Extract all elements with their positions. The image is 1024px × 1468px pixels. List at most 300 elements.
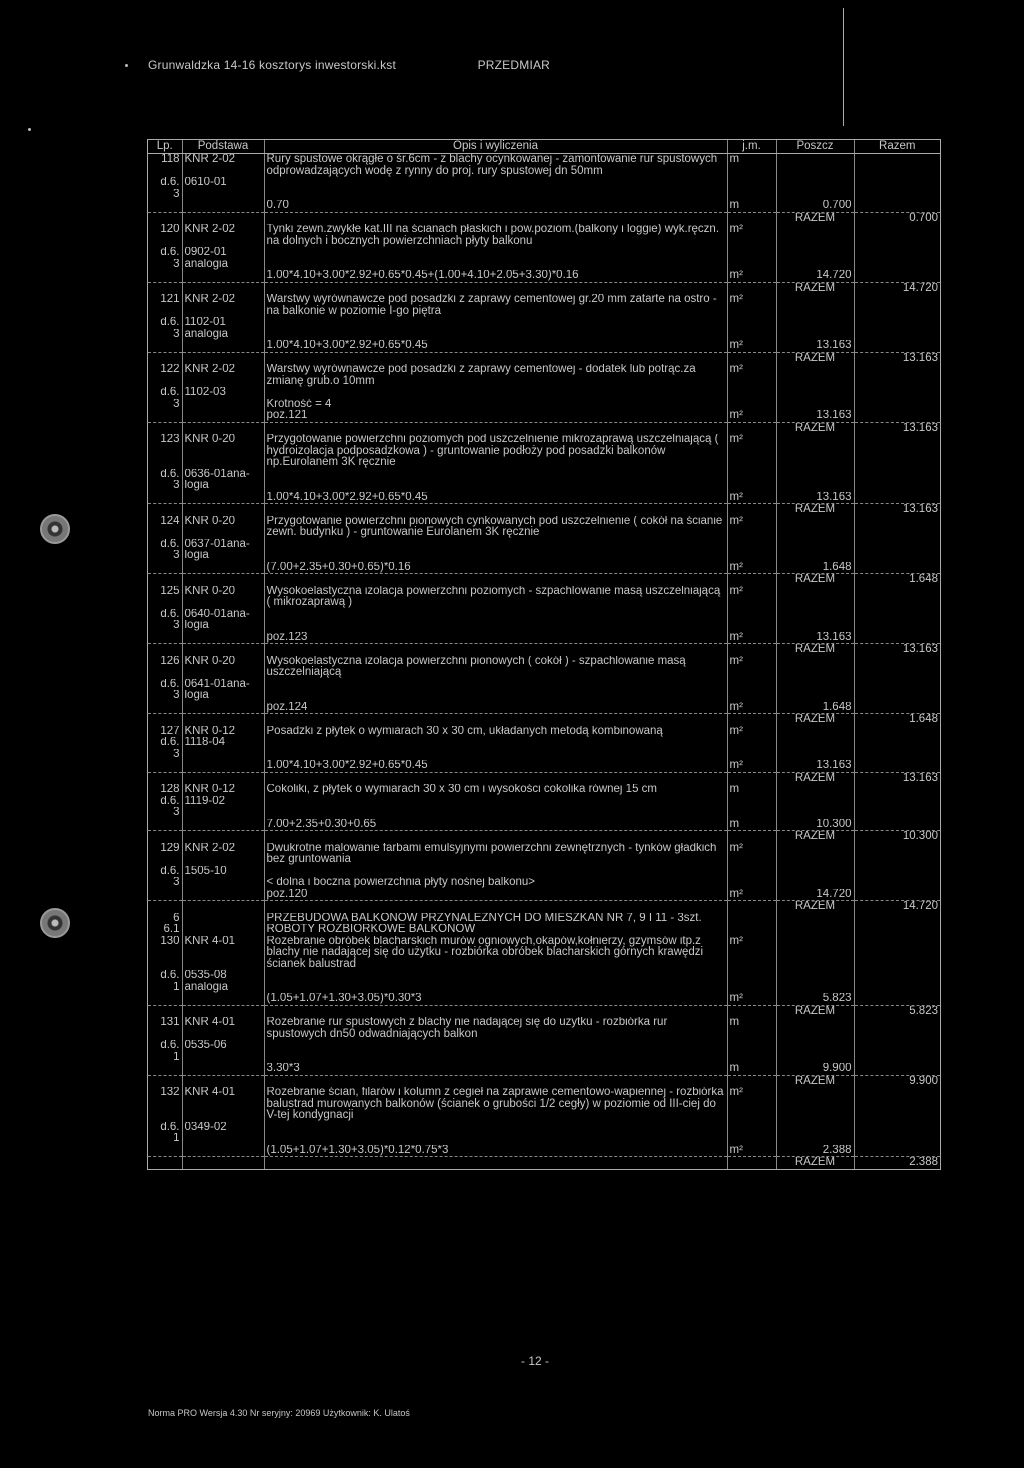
- item-number: 131: [148, 1017, 182, 1040]
- total-spacer: [182, 1075, 264, 1087]
- calc-formula: 1.00*4.10+3.00*2.92+0.65*0.45: [264, 492, 727, 504]
- item-total: [854, 154, 940, 178]
- total-spacer: [182, 1005, 264, 1017]
- item-basis-note: logia: [182, 550, 264, 562]
- calc-value: 13.163: [776, 410, 854, 422]
- calc-spacer: [854, 889, 940, 901]
- item-basis-catalog: KNR 0-12: [182, 726, 264, 738]
- item-number: 118: [148, 154, 182, 178]
- item-spacer: [854, 737, 940, 749]
- calc-spacer: [854, 492, 940, 504]
- calc-spacer: [854, 410, 940, 422]
- total-spacer: [264, 1075, 727, 1087]
- column-header-lp: Lp.: [148, 140, 182, 154]
- calc-spacer: [854, 562, 940, 574]
- item-basis-position: 0610-01: [182, 177, 264, 189]
- item-spacer: [727, 1052, 776, 1064]
- total-label: RAZEM: [776, 1157, 854, 1169]
- item-total: [854, 726, 940, 738]
- item-spacer: [727, 749, 776, 761]
- item-spacer: [854, 387, 940, 399]
- item-chapter: d.6.: [148, 247, 182, 259]
- calc-spacer: [148, 702, 182, 714]
- item-extra: [264, 480, 727, 492]
- total-spacer: [727, 504, 776, 516]
- item-number: 123: [148, 434, 182, 469]
- item-chapter: d.6.: [148, 1040, 182, 1052]
- section-row: [148, 913, 940, 925]
- table-row-basis: [148, 1122, 940, 1134]
- item-extra: < dolna i boczna powierzchnia płyty nośnej balkonu>: [264, 877, 727, 889]
- calc-formula: (1.05+1.07+1.30+3.05)*0.12*0.75*3: [264, 1145, 727, 1157]
- item-number: 124: [148, 516, 182, 539]
- calc-formula: 0.70: [264, 200, 727, 212]
- section-unit: [727, 924, 776, 936]
- item-number: 125: [148, 586, 182, 609]
- column-header-total: Razem: [854, 140, 940, 154]
- item-quantity: 3: [148, 259, 182, 271]
- item-basis-note: analogia: [182, 259, 264, 271]
- table-row: [148, 936, 940, 971]
- item-basis-catalog: KNR 2-02: [182, 224, 264, 247]
- calc-row: [148, 200, 940, 212]
- item-total: [854, 224, 940, 247]
- total-row: [148, 1005, 940, 1017]
- item-spacer: [264, 970, 727, 982]
- item-total: [854, 294, 940, 317]
- item-spacer: [727, 469, 776, 481]
- table-row-basis: [148, 399, 940, 411]
- item-extra: [264, 749, 727, 761]
- item-basis-note: logia: [182, 620, 264, 632]
- calc-spacer: [182, 270, 264, 282]
- total-label: RAZEM: [776, 714, 854, 726]
- total-spacer: [264, 1005, 727, 1017]
- item-spacer: [854, 247, 940, 259]
- item-partial: [776, 726, 854, 738]
- total-spacer: [264, 1157, 727, 1169]
- item-quantity: 3: [148, 399, 182, 411]
- calc-spacer: [182, 1063, 264, 1075]
- item-basis-note: [182, 1052, 264, 1064]
- item-extra: [264, 1133, 727, 1145]
- total-label: RAZEM: [776, 901, 854, 913]
- calc-spacer: [854, 1063, 940, 1075]
- item-partial: [776, 843, 854, 866]
- item-spacer: [854, 1133, 940, 1145]
- estimate-sheet: [147, 139, 941, 1170]
- calc-value: 1.648: [776, 562, 854, 574]
- total-spacer: [148, 1157, 182, 1169]
- total-spacer: [148, 831, 182, 843]
- total-spacer: [148, 574, 182, 586]
- total-row: [148, 714, 940, 726]
- total-spacer: [182, 504, 264, 516]
- calc-row: [148, 562, 940, 574]
- item-basis-position: 1119-02: [182, 796, 264, 808]
- total-spacer: [264, 574, 727, 586]
- total-spacer: [264, 644, 727, 656]
- calc-formula: 1.00*4.10+3.00*2.92+0.65*0.45: [264, 760, 727, 772]
- total-label: RAZEM: [776, 212, 854, 224]
- calc-value: 10.300: [776, 819, 854, 831]
- item-quantity: 3: [148, 749, 182, 761]
- calc-formula: 7.00+2.35+0.30+0.65: [264, 819, 727, 831]
- item-unit: m²: [727, 516, 776, 539]
- total-label: RAZEM: [776, 772, 854, 784]
- item-basis-position: 0902-01: [182, 247, 264, 259]
- hole-punch-icon: [40, 908, 70, 938]
- item-basis-catalog: KNR 4-01: [182, 936, 264, 971]
- table-row: [148, 784, 940, 796]
- item-spacer: [727, 247, 776, 259]
- calc-spacer: [854, 340, 940, 352]
- item-partial: [776, 516, 854, 539]
- total-value: 2.388: [854, 1157, 940, 1169]
- table-row: [148, 224, 940, 247]
- total-spacer: [182, 644, 264, 656]
- total-spacer: [182, 282, 264, 294]
- item-total: [854, 656, 940, 679]
- section-number: 6.1: [148, 924, 182, 936]
- item-quantity: 3: [148, 550, 182, 562]
- item-chapter: d.6.: [148, 970, 182, 982]
- item-unit: m²: [727, 294, 776, 317]
- total-label: RAZEM: [776, 504, 854, 516]
- section-title: PRZEBUDOWA BALKONÓW PRZYNALEŻNYCH DO MIESZKAN NR 7, 9 I 11 - 3szt.: [264, 913, 727, 925]
- item-unit: m²: [727, 586, 776, 609]
- item-spacer: [727, 177, 776, 189]
- calc-value: 13.163: [776, 632, 854, 644]
- calc-row: [148, 760, 940, 772]
- calc-unit: m²: [727, 632, 776, 644]
- total-row: [148, 1075, 940, 1087]
- calc-spacer: [182, 1145, 264, 1157]
- item-total: [854, 586, 940, 609]
- total-row: [148, 831, 940, 843]
- item-spacer: [776, 259, 854, 271]
- item-basis-catalog: KNR 2-02: [182, 843, 264, 866]
- item-basis-position: 0535-06: [182, 1040, 264, 1052]
- item-total: [854, 516, 940, 539]
- estimate-table: [148, 140, 940, 1169]
- total-label: RAZEM: [776, 574, 854, 586]
- calc-spacer: [182, 993, 264, 1005]
- item-chapter: d.6.: [148, 387, 182, 399]
- item-spacer: [264, 1122, 727, 1134]
- table-row: [148, 154, 940, 178]
- item-partial: [776, 656, 854, 679]
- item-basis-catalog: KNR 0-20: [182, 586, 264, 609]
- item-basis-catalog: KNR 2-02: [182, 294, 264, 317]
- item-spacer: [854, 982, 940, 994]
- total-row: [148, 352, 940, 364]
- total-value: 13.163: [854, 772, 940, 784]
- total-spacer: [727, 644, 776, 656]
- table-row-basis: [148, 970, 940, 982]
- total-value: 9.900: [854, 1075, 940, 1087]
- calc-spacer: [148, 410, 182, 422]
- calc-unit: m²: [727, 760, 776, 772]
- item-basis-note: analogia: [182, 329, 264, 341]
- calc-spacer: [148, 1063, 182, 1075]
- calc-spacer: [854, 270, 940, 282]
- item-unit: m²: [727, 936, 776, 971]
- item-basis-catalog: KNR 0-20: [182, 516, 264, 539]
- table-row: [148, 294, 940, 317]
- item-unit: m²: [727, 656, 776, 679]
- calc-row: [148, 270, 940, 282]
- scan-speck: [28, 128, 31, 131]
- calc-value: 9.900: [776, 1063, 854, 1075]
- calc-spacer: [854, 819, 940, 831]
- total-spacer: [264, 352, 727, 364]
- calc-spacer: [182, 492, 264, 504]
- total-spacer: [182, 831, 264, 843]
- item-spacer: [854, 1040, 940, 1052]
- table-row: [148, 364, 940, 387]
- item-description: Tynki zewn.zwykłe kat.III na ścianach płaskich i pow.poziom.(balkony i loggie) wyk.ręczn. na dolnych i bocznych powierzchniach płyty balkonu: [264, 224, 727, 247]
- total-spacer: [264, 714, 727, 726]
- calc-spacer: [148, 993, 182, 1005]
- item-total: [854, 434, 940, 469]
- item-number: 130: [148, 936, 182, 971]
- calc-row: [148, 1063, 940, 1075]
- item-spacer: [776, 480, 854, 492]
- page-number: - 12 -: [520, 1354, 549, 1368]
- total-spacer: [727, 352, 776, 364]
- item-basis-position: 1102-01: [182, 317, 264, 329]
- item-spacer: [776, 749, 854, 761]
- item-spacer: [776, 1122, 854, 1134]
- calc-unit: m²: [727, 702, 776, 714]
- item-spacer: [776, 550, 854, 562]
- table-row-basis: [148, 1133, 940, 1145]
- table-row-basis: [148, 247, 940, 259]
- table-row: [148, 726, 940, 738]
- total-spacer: [727, 422, 776, 434]
- item-partial: [776, 434, 854, 469]
- table-row-basis: [148, 690, 940, 702]
- item-basis-catalog: KNR 0-20: [182, 434, 264, 469]
- calc-value: 13.163: [776, 760, 854, 772]
- calc-spacer: [182, 819, 264, 831]
- file-name: Grunwaldzka 14-16 kosztorys inwestorski.kst: [148, 58, 397, 72]
- calc-unit: m²: [727, 889, 776, 901]
- item-spacer: [727, 1040, 776, 1052]
- total-spacer: [727, 1075, 776, 1087]
- calc-spacer: [854, 702, 940, 714]
- item-description: Rury spustowe okrągłe o śr.6cm - z blachy ocynkowanej - zamontowanie rur spustowych odprowadzających wodę z rynny do proj. rury spustowej dn 50mm: [264, 154, 727, 178]
- total-label: RAZEM: [776, 352, 854, 364]
- item-spacer: [854, 259, 940, 271]
- item-extra: [264, 1052, 727, 1064]
- item-basis-note: logia: [182, 480, 264, 492]
- item-spacer: [727, 737, 776, 749]
- item-spacer: [854, 469, 940, 481]
- item-spacer: [776, 796, 854, 808]
- item-spacer: [854, 177, 940, 189]
- total-spacer: [264, 831, 727, 843]
- item-spacer: [727, 982, 776, 994]
- table-row-basis: [148, 189, 940, 201]
- item-unit: m²: [727, 434, 776, 469]
- total-spacer: [727, 1005, 776, 1017]
- item-spacer: [854, 796, 940, 808]
- total-value: 13.163: [854, 644, 940, 656]
- calc-value: 14.720: [776, 889, 854, 901]
- calc-spacer: [182, 562, 264, 574]
- total-value: 14.720: [854, 282, 940, 294]
- item-basis-catalog: KNR 0-20: [182, 656, 264, 679]
- calc-spacer: [854, 993, 940, 1005]
- item-number: 132: [148, 1087, 182, 1122]
- total-spacer: [182, 772, 264, 784]
- item-spacer: [776, 690, 854, 702]
- item-total: [854, 364, 940, 387]
- item-extra: [264, 259, 727, 271]
- item-spacer: [727, 807, 776, 819]
- item-chapter: d.6.: [148, 737, 182, 749]
- item-spacer: [727, 796, 776, 808]
- item-spacer: [854, 317, 940, 329]
- calc-spacer: [854, 1145, 940, 1157]
- item-extra: [264, 982, 727, 994]
- item-chapter: d.6.: [148, 609, 182, 621]
- section-basis: [182, 913, 264, 925]
- calc-unit: m²: [727, 993, 776, 1005]
- hole-punch-icon: [40, 514, 70, 544]
- item-spacer: [776, 877, 854, 889]
- total-row: [148, 901, 940, 913]
- table-row-basis: [148, 796, 940, 808]
- calc-spacer: [182, 889, 264, 901]
- item-spacer: [727, 970, 776, 982]
- table-row: [148, 516, 940, 539]
- table-row-basis: [148, 469, 940, 481]
- total-label: RAZEM: [776, 831, 854, 843]
- item-spacer: [776, 679, 854, 691]
- calc-row: [148, 1145, 940, 1157]
- item-spacer: [727, 679, 776, 691]
- item-description: Posadzki z płytek o wymiarach 30 x 30 cm, układanych metodą kombinowaną: [264, 726, 727, 738]
- item-spacer: [854, 550, 940, 562]
- item-total: [854, 843, 940, 866]
- total-spacer: [727, 282, 776, 294]
- item-spacer: [264, 177, 727, 189]
- item-total: [854, 1087, 940, 1122]
- item-quantity: 3: [148, 620, 182, 632]
- total-label: RAZEM: [776, 1075, 854, 1087]
- calc-row: [148, 410, 940, 422]
- item-number: 129: [148, 843, 182, 866]
- table-row-basis: [148, 737, 940, 749]
- item-spacer: [727, 387, 776, 399]
- total-spacer: [182, 1157, 264, 1169]
- item-spacer: [727, 259, 776, 271]
- table-row-basis: [148, 329, 940, 341]
- item-quantity: 1: [148, 1133, 182, 1145]
- item-spacer: [727, 690, 776, 702]
- calc-spacer: [148, 340, 182, 352]
- item-basis-catalog: KNR 2-02: [182, 154, 264, 178]
- total-spacer: [148, 282, 182, 294]
- item-partial: [776, 1087, 854, 1122]
- item-basis-position: 0641-01ana-: [182, 679, 264, 691]
- item-number: 121: [148, 294, 182, 317]
- item-partial: [776, 1017, 854, 1040]
- item-description: Dwukrotne malowanie farbami emulsyjnymi powierzchni zewnętrznych - tynków gładkich bez gruntowania: [264, 843, 727, 866]
- total-value: 10.300: [854, 831, 940, 843]
- item-extra: [264, 550, 727, 562]
- item-description: Przygotowanie powierzchni poziomych pod uszczelnienie mikrozaprawą uszczelniającą ( hydroizolacja podposadzkowa ) - gruntowanie podłoży pod posadzki balkonów np.Eurolanem 3K ręcznie: [264, 434, 727, 469]
- item-spacer: [854, 609, 940, 621]
- item-spacer: [776, 1040, 854, 1052]
- item-partial: [776, 936, 854, 971]
- item-chapter: d.6.: [148, 317, 182, 329]
- item-partial: [776, 586, 854, 609]
- item-description: Rozebranie rur spustowych z blachy nie nadającej się do użytku - rozbiórka rur spustowych dn50 odwadniających balkon: [264, 1017, 727, 1040]
- table-row-basis: [148, 259, 940, 271]
- item-unit: m: [727, 154, 776, 178]
- table-row: [148, 1017, 940, 1040]
- item-quantity: 1: [148, 1052, 182, 1064]
- table-row-basis: [148, 177, 940, 189]
- total-spacer: [264, 212, 727, 224]
- item-unit: m²: [727, 1087, 776, 1122]
- item-spacer: [264, 247, 727, 259]
- total-row: [148, 772, 940, 784]
- item-basis-note: [182, 749, 264, 761]
- item-spacer: [264, 387, 727, 399]
- column-header-basis: Podstawa: [182, 140, 264, 154]
- total-value: 13.163: [854, 422, 940, 434]
- calc-row: [148, 702, 940, 714]
- item-spacer: [727, 866, 776, 878]
- table-row-basis: [148, 749, 940, 761]
- total-spacer: [182, 714, 264, 726]
- calc-value: 14.720: [776, 270, 854, 282]
- item-spacer: [727, 539, 776, 551]
- item-spacer: [776, 620, 854, 632]
- total-value: 5.823: [854, 1005, 940, 1017]
- calc-unit: m²: [727, 1145, 776, 1157]
- item-basis-catalog: KNR 4-01: [182, 1017, 264, 1040]
- total-row: [148, 574, 940, 586]
- calc-unit: m²: [727, 410, 776, 422]
- item-basis-note: [182, 1133, 264, 1145]
- total-row: [148, 212, 940, 224]
- calc-formula: poz.120: [264, 889, 727, 901]
- item-spacer: [854, 329, 940, 341]
- item-spacer: [776, 177, 854, 189]
- calc-spacer: [148, 200, 182, 212]
- table-row-basis: [148, 539, 940, 551]
- item-spacer: [264, 317, 727, 329]
- calc-formula: poz.124: [264, 702, 727, 714]
- calc-unit: m: [727, 819, 776, 831]
- item-partial: [776, 294, 854, 317]
- table-header-row: [148, 140, 940, 154]
- table-row: [148, 434, 940, 469]
- total-spacer: [727, 831, 776, 843]
- item-basis-position: 0640-01ana-: [182, 609, 264, 621]
- total-spacer: [264, 422, 727, 434]
- item-spacer: [776, 1052, 854, 1064]
- item-spacer: [854, 1052, 940, 1064]
- calc-unit: m: [727, 200, 776, 212]
- total-spacer: [264, 772, 727, 784]
